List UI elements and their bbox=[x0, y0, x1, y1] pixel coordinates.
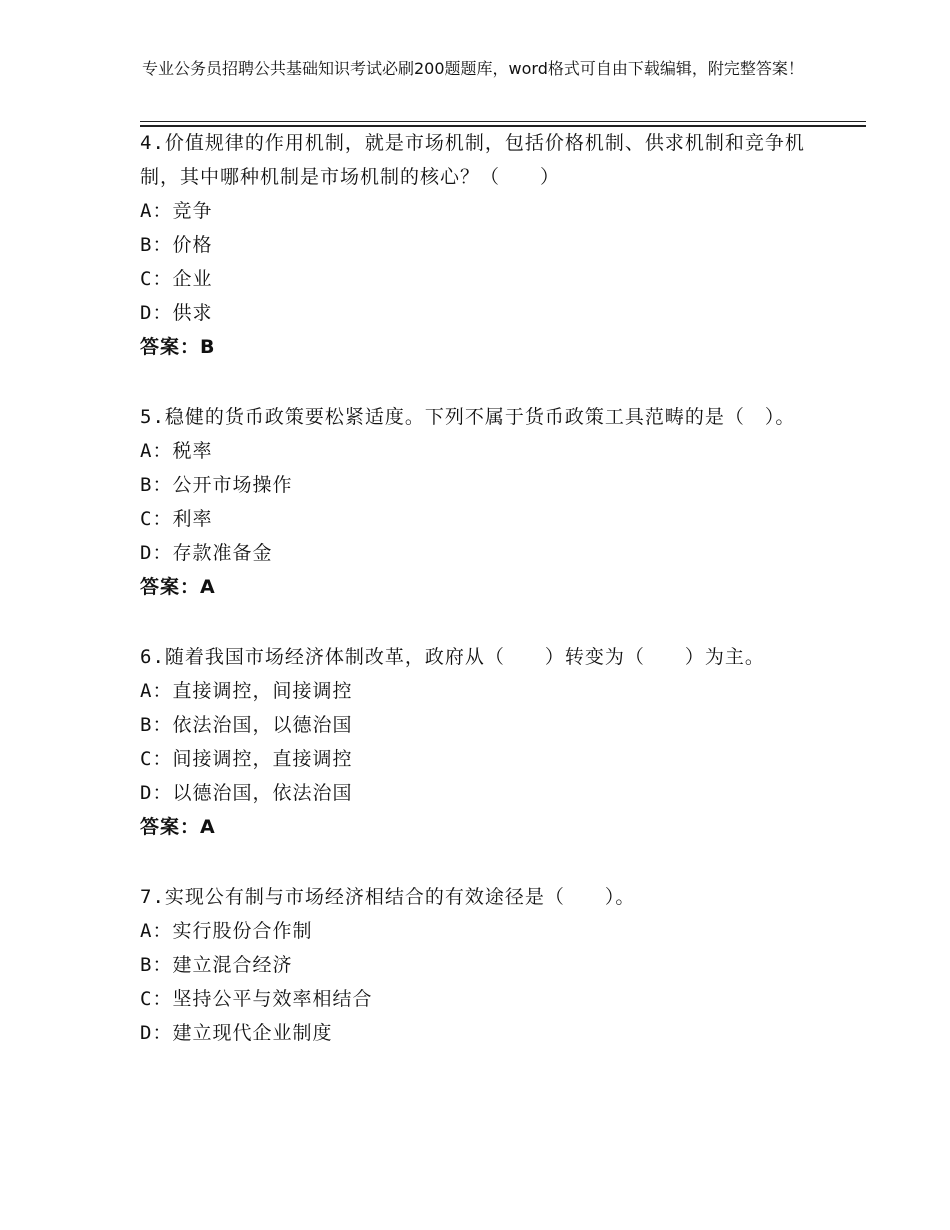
answer-line: 答案：A bbox=[140, 816, 216, 838]
option-c: C：企业 bbox=[140, 268, 213, 290]
header-rule-thin bbox=[140, 121, 866, 122]
option-c: C：坚持公平与效率相结合 bbox=[140, 988, 373, 1010]
option-b: B：公开市场操作 bbox=[140, 474, 293, 496]
question-6 bbox=[140, 640, 820, 844]
question-list bbox=[140, 126, 820, 1050]
option-a: A：实行股份合作制 bbox=[140, 920, 313, 942]
option-a: A：竞争 bbox=[140, 200, 213, 222]
option-d: D：供求 bbox=[140, 302, 213, 324]
option-a: A：直接调控，间接调控 bbox=[140, 680, 353, 702]
question-stem: 6.随着我国市场经济体制改革，政府从（ ）转变为（ ）为主。 bbox=[140, 646, 765, 668]
option-b: B：建立混合经济 bbox=[140, 954, 293, 976]
option-b: B：依法治国，以德治国 bbox=[140, 714, 353, 736]
option-b: B：价格 bbox=[140, 234, 213, 256]
answer-line: 答案：A bbox=[140, 576, 216, 598]
question-5 bbox=[140, 400, 820, 604]
option-c: C：间接调控，直接调控 bbox=[140, 748, 353, 770]
option-c: C：利率 bbox=[140, 508, 213, 530]
option-a: A：税率 bbox=[140, 440, 213, 462]
option-d: D：建立现代企业制度 bbox=[140, 1022, 333, 1044]
question-stem: 5.稳健的货币政策要松紧适度。下列不属于货币政策工具范畴的是（ ）。 bbox=[140, 406, 796, 428]
question-7 bbox=[140, 880, 820, 1050]
question-4 bbox=[140, 126, 820, 364]
answer-line: 答案：B bbox=[140, 336, 216, 358]
question-stem: 4.价值规律的作用机制，就是市场机制，包括价格机制、供求机制和竞争机制，其中哪种机制是市场机制的核心？（ ） bbox=[140, 132, 805, 188]
question-stem: 7.实现公有制与市场经济相结合的有效途径是（ ）。 bbox=[140, 886, 636, 908]
option-d: D：以德治国，依法治国 bbox=[140, 782, 353, 804]
option-d: D：存款准备金 bbox=[140, 542, 273, 564]
document-header: 专业公务员招聘公共基础知识考试必刷200题题库，word格式可自由下载编辑，附完整答案！ bbox=[142, 59, 804, 78]
